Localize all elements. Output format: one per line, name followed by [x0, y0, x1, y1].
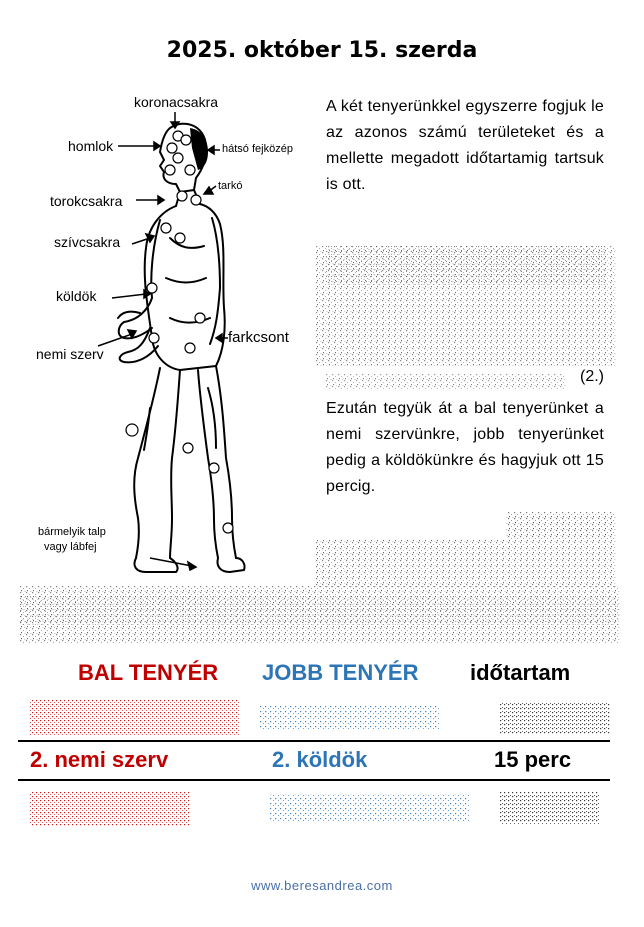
- footer-url[interactable]: www.beresandrea.com: [251, 878, 393, 893]
- header-duration: időtartam: [470, 660, 571, 685]
- noise-obscured-line: [326, 374, 566, 390]
- noise-obscured-band: [20, 586, 620, 644]
- label-back-head: hátsó fejközép: [222, 143, 293, 155]
- label-tailbone: farkcsont: [228, 329, 289, 346]
- instruction-paragraph-1: A két tenyerünkkel egyszerre fogjuk le az azonos számú területeket és a mellette megadott időtartamig tartsuk is ott.: [326, 98, 604, 193]
- label-crown-chakra: koronacsakra: [134, 94, 219, 110]
- label-forehead: homlok: [68, 138, 114, 154]
- table-divider-bottom: [18, 779, 610, 781]
- page-title: 2025. október 15. szerda: [166, 38, 478, 63]
- label-foot: bármelyik talp: [38, 526, 106, 538]
- table-divider-top: [18, 740, 610, 742]
- header-right-palm: JOBB TENYÉR: [262, 660, 419, 685]
- label-throat-chakra: torokcsakra: [50, 193, 123, 209]
- label-nape: tarkó: [218, 180, 243, 192]
- instruction-paragraph-2: Ezután tegyük át a bal tenyerünket a nemi szervünkre, jobb tenyerünket pedig a köldökünkre és hagyjuk ott 15 percig.: [326, 400, 604, 495]
- cell-duration: 15 perc: [494, 747, 572, 772]
- noise-row-1: [20, 696, 620, 740]
- label-heart-chakra: szívcsakra: [54, 234, 121, 250]
- noise-obscured-region-2: [316, 512, 616, 587]
- noise-row-2: [20, 788, 620, 832]
- cell-right-palm: 2. köldök: [272, 747, 368, 772]
- header-left-palm: BAL TENYÉR: [78, 660, 219, 685]
- noise-obscured-region: [316, 246, 616, 366]
- label-foot-2: vagy lábfej: [44, 541, 97, 553]
- label-genital: nemi szerv: [36, 346, 104, 362]
- cell-left-palm: 2. nemi szerv: [30, 747, 169, 772]
- label-navel: köldök: [56, 288, 97, 304]
- reference-number: (2.): [580, 368, 604, 385]
